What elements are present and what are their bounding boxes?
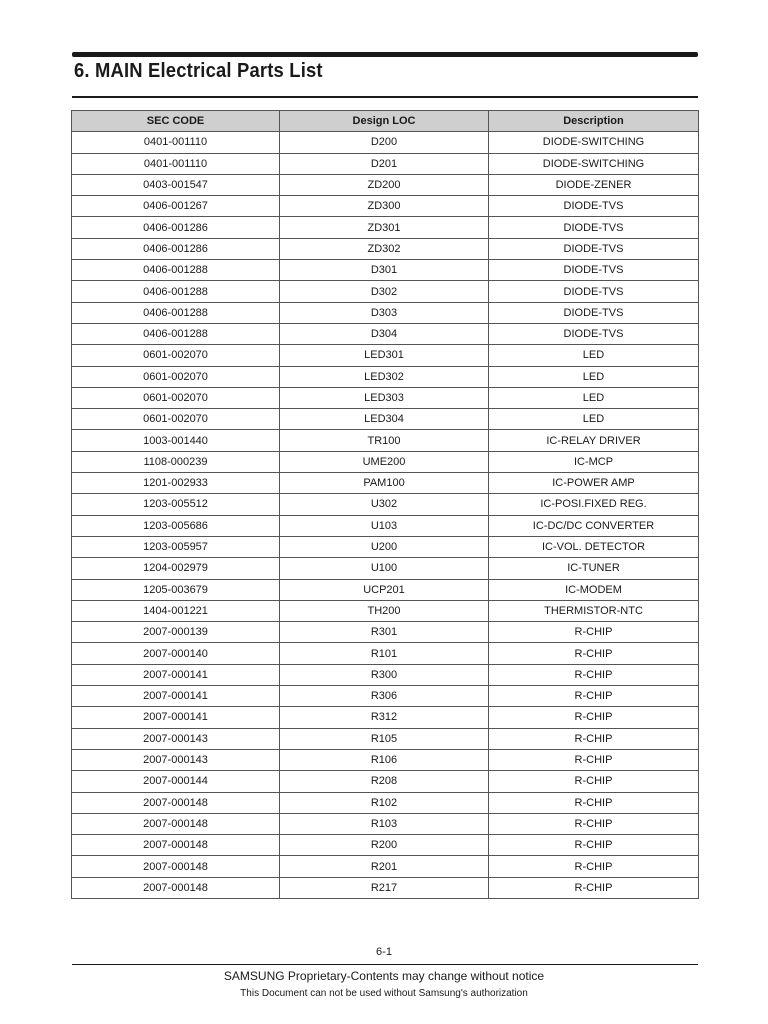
cell-design-loc: ZD302 bbox=[280, 238, 489, 259]
cell-sec-code: 0601-002070 bbox=[72, 345, 280, 366]
cell-description: DIODE-SWITCHING bbox=[489, 153, 699, 174]
cell-sec-code: 2007-000141 bbox=[72, 664, 280, 685]
table-row bbox=[72, 792, 699, 813]
cell-design-loc: ZD300 bbox=[280, 196, 489, 217]
table-row bbox=[72, 153, 699, 174]
cell-design-loc: LED304 bbox=[280, 409, 489, 430]
cell-design-loc: R103 bbox=[280, 813, 489, 834]
table-row bbox=[72, 217, 699, 238]
table-row bbox=[72, 643, 699, 664]
cell-design-loc: TR100 bbox=[280, 430, 489, 451]
cell-description: DIODE-TVS bbox=[489, 281, 699, 302]
cell-design-loc: U302 bbox=[280, 494, 489, 515]
table-row bbox=[72, 835, 699, 856]
cell-sec-code: 0406-001286 bbox=[72, 238, 280, 259]
cell-description: R-CHIP bbox=[489, 622, 699, 643]
cell-design-loc: PAM100 bbox=[280, 473, 489, 494]
cell-description: IC-MCP bbox=[489, 451, 699, 472]
cell-description: R-CHIP bbox=[489, 749, 699, 770]
cell-sec-code: 0406-001286 bbox=[72, 217, 280, 238]
cell-description: R-CHIP bbox=[489, 877, 699, 898]
cell-description: LED bbox=[489, 345, 699, 366]
cell-design-loc: ZD200 bbox=[280, 174, 489, 195]
cell-description: DIODE-TVS bbox=[489, 302, 699, 323]
cell-sec-code: 0601-002070 bbox=[72, 366, 280, 387]
cell-description: R-CHIP bbox=[489, 813, 699, 834]
table-row bbox=[72, 856, 699, 877]
cell-description: IC-RELAY DRIVER bbox=[489, 430, 699, 451]
cell-design-loc: U100 bbox=[280, 558, 489, 579]
cell-design-loc: R201 bbox=[280, 856, 489, 877]
cell-description: R-CHIP bbox=[489, 792, 699, 813]
cell-description: DIODE-SWITCHING bbox=[489, 132, 699, 153]
cell-description: DIODE-TVS bbox=[489, 323, 699, 344]
cell-description: R-CHIP bbox=[489, 664, 699, 685]
cell-sec-code: 1201-002933 bbox=[72, 473, 280, 494]
cell-description: IC-DC/DC CONVERTER bbox=[489, 515, 699, 536]
cell-sec-code: 1204-002979 bbox=[72, 558, 280, 579]
cell-description: R-CHIP bbox=[489, 771, 699, 792]
page-title: 6. MAIN Electrical Parts List bbox=[74, 60, 323, 82]
cell-description: IC-TUNER bbox=[489, 558, 699, 579]
cell-design-loc: D200 bbox=[280, 132, 489, 153]
table-row bbox=[72, 877, 699, 898]
cell-description: DIODE-TVS bbox=[489, 238, 699, 259]
cell-design-loc: D302 bbox=[280, 281, 489, 302]
cell-design-loc: UCP201 bbox=[280, 579, 489, 600]
table-row bbox=[72, 728, 699, 749]
cell-description: DIODE-TVS bbox=[489, 196, 699, 217]
cell-description: IC-MODEM bbox=[489, 579, 699, 600]
cell-sec-code: 0406-001288 bbox=[72, 260, 280, 281]
cell-sec-code: 0601-002070 bbox=[72, 387, 280, 408]
cell-design-loc: R105 bbox=[280, 728, 489, 749]
cell-description: R-CHIP bbox=[489, 835, 699, 856]
cell-design-loc: R208 bbox=[280, 771, 489, 792]
table-row bbox=[72, 515, 699, 536]
parts-table-body bbox=[72, 132, 699, 899]
cell-design-loc: R217 bbox=[280, 877, 489, 898]
cell-design-loc: LED301 bbox=[280, 345, 489, 366]
table-row bbox=[72, 707, 699, 728]
table-row bbox=[72, 579, 699, 600]
cell-design-loc: R106 bbox=[280, 749, 489, 770]
table-row bbox=[72, 430, 699, 451]
cell-design-loc: ZD301 bbox=[280, 217, 489, 238]
table-row bbox=[72, 281, 699, 302]
cell-description: LED bbox=[489, 366, 699, 387]
table-row bbox=[72, 302, 699, 323]
cell-sec-code: 0406-001288 bbox=[72, 323, 280, 344]
cell-sec-code: 1108-000239 bbox=[72, 451, 280, 472]
cell-sec-code: 0406-001288 bbox=[72, 281, 280, 302]
table-row bbox=[72, 174, 699, 195]
cell-design-loc: TH200 bbox=[280, 600, 489, 621]
table-row bbox=[72, 260, 699, 281]
footer-rule bbox=[72, 964, 698, 965]
footer-authorization: This Document can not be used without Samsung's authorization bbox=[240, 988, 528, 999]
cell-sec-code: 2007-000148 bbox=[72, 835, 280, 856]
cell-description: THERMISTOR-NTC bbox=[489, 600, 699, 621]
cell-description: R-CHIP bbox=[489, 686, 699, 707]
cell-design-loc: LED302 bbox=[280, 366, 489, 387]
cell-design-loc: R306 bbox=[280, 686, 489, 707]
cell-description: IC-POWER AMP bbox=[489, 473, 699, 494]
cell-design-loc: U200 bbox=[280, 536, 489, 557]
cell-sec-code: 1203-005686 bbox=[72, 515, 280, 536]
header-design-loc: Design LOC bbox=[280, 111, 489, 132]
cell-sec-code: 0401-001110 bbox=[72, 153, 280, 174]
cell-design-loc: R300 bbox=[280, 664, 489, 685]
cell-description: R-CHIP bbox=[489, 643, 699, 664]
cell-description: DIODE-ZENER bbox=[489, 174, 699, 195]
cell-sec-code: 2007-000144 bbox=[72, 771, 280, 792]
cell-sec-code: 1404-001221 bbox=[72, 600, 280, 621]
cell-sec-code: 0406-001267 bbox=[72, 196, 280, 217]
header-row bbox=[72, 111, 699, 132]
cell-design-loc: D201 bbox=[280, 153, 489, 174]
cell-sec-code: 2007-000148 bbox=[72, 813, 280, 834]
table-row bbox=[72, 238, 699, 259]
cell-description: R-CHIP bbox=[489, 707, 699, 728]
table-row bbox=[72, 622, 699, 643]
parts-table-header bbox=[72, 111, 699, 132]
table-row bbox=[72, 473, 699, 494]
cell-sec-code: 2007-000139 bbox=[72, 622, 280, 643]
cell-sec-code: 2007-000143 bbox=[72, 728, 280, 749]
header-sec-code: SEC CODE bbox=[72, 111, 280, 132]
table-row bbox=[72, 323, 699, 344]
cell-sec-code: 2007-000141 bbox=[72, 707, 280, 728]
cell-description: IC-VOL. DETECTOR bbox=[489, 536, 699, 557]
table-row bbox=[72, 409, 699, 430]
cell-design-loc: R200 bbox=[280, 835, 489, 856]
cell-sec-code: 0406-001288 bbox=[72, 302, 280, 323]
cell-design-loc: LED303 bbox=[280, 387, 489, 408]
table-row bbox=[72, 196, 699, 217]
cell-sec-code: 1205-003679 bbox=[72, 579, 280, 600]
cell-description: LED bbox=[489, 387, 699, 408]
cell-sec-code: 0401-001110 bbox=[72, 132, 280, 153]
page-number: 6-1 bbox=[376, 946, 392, 958]
cell-sec-code: 2007-000141 bbox=[72, 686, 280, 707]
parts-table bbox=[71, 110, 699, 899]
table-row bbox=[72, 345, 699, 366]
cell-design-loc: U103 bbox=[280, 515, 489, 536]
title-rule bbox=[72, 96, 698, 98]
cell-description: R-CHIP bbox=[489, 728, 699, 749]
cell-sec-code: 2007-000143 bbox=[72, 749, 280, 770]
cell-design-loc: UME200 bbox=[280, 451, 489, 472]
cell-description: DIODE-TVS bbox=[489, 217, 699, 238]
cell-sec-code: 1203-005957 bbox=[72, 536, 280, 557]
table-row bbox=[72, 387, 699, 408]
footer-notice: SAMSUNG Proprietary-Contents may change without notice bbox=[223, 969, 545, 983]
table-row bbox=[72, 600, 699, 621]
table-row bbox=[72, 664, 699, 685]
table-row bbox=[72, 132, 699, 153]
cell-sec-code: 1003-001440 bbox=[72, 430, 280, 451]
cell-design-loc: R102 bbox=[280, 792, 489, 813]
table-row bbox=[72, 366, 699, 387]
table-row bbox=[72, 451, 699, 472]
cell-sec-code: 2007-000148 bbox=[72, 856, 280, 877]
cell-sec-code: 2007-000140 bbox=[72, 643, 280, 664]
cell-sec-code: 1203-005512 bbox=[72, 494, 280, 515]
table-row bbox=[72, 686, 699, 707]
cell-design-loc: R101 bbox=[280, 643, 489, 664]
table-row bbox=[72, 494, 699, 515]
cell-design-loc: D303 bbox=[280, 302, 489, 323]
cell-design-loc: D301 bbox=[280, 260, 489, 281]
table-row bbox=[72, 749, 699, 770]
cell-design-loc: D304 bbox=[280, 323, 489, 344]
header-description: Description bbox=[489, 111, 699, 132]
cell-description: IC-POSI.FIXED REG. bbox=[489, 494, 699, 515]
cell-sec-code: 0403-001547 bbox=[72, 174, 280, 195]
cell-description: R-CHIP bbox=[489, 856, 699, 877]
cell-sec-code: 0601-002070 bbox=[72, 409, 280, 430]
cell-sec-code: 2007-000148 bbox=[72, 792, 280, 813]
top-rule bbox=[72, 52, 698, 57]
cell-design-loc: R312 bbox=[280, 707, 489, 728]
table-row bbox=[72, 813, 699, 834]
table-row bbox=[72, 536, 699, 557]
table-row bbox=[72, 558, 699, 579]
cell-design-loc: R301 bbox=[280, 622, 489, 643]
cell-description: LED bbox=[489, 409, 699, 430]
cell-description: DIODE-TVS bbox=[489, 260, 699, 281]
cell-sec-code: 2007-000148 bbox=[72, 877, 280, 898]
table-row bbox=[72, 771, 699, 792]
